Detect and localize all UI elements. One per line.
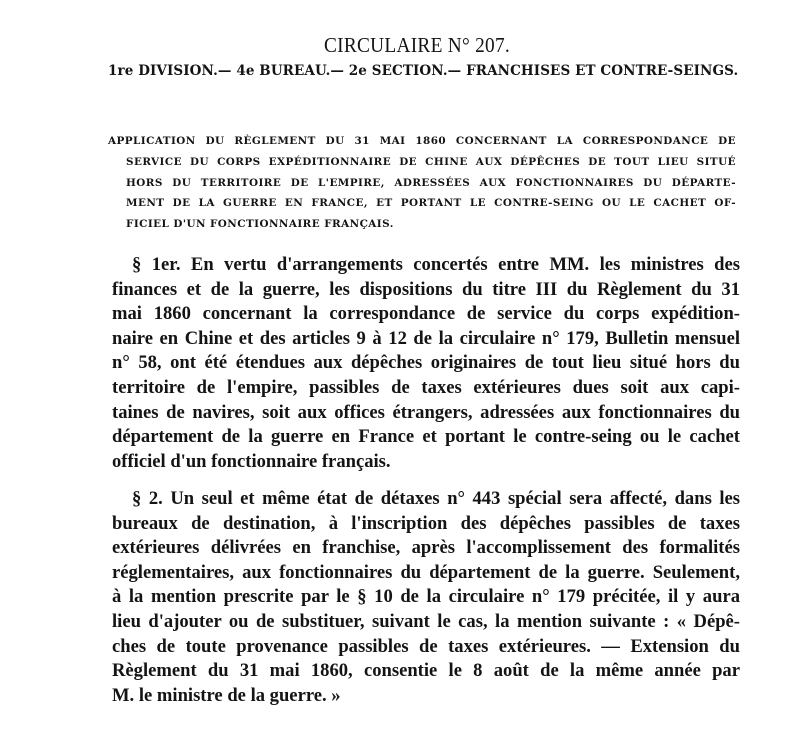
paragraph-line: § 1er. En vertu d'arrangements concertés entre MM. les ministres des <box>132 254 740 275</box>
circular-subtitle <box>108 63 739 79</box>
paragraph-line: taines de navires, soit aux offices étrangers, adressées aux fonctionnaires du <box>112 401 740 423</box>
section-label: — 2e SECTION. <box>330 63 448 79</box>
paragraph-line: lieu d'ajouter ou de substituer, suivant le cas, la mention suivante : « Dépê- <box>112 610 740 632</box>
paragraph-1 <box>112 253 740 474</box>
summary-block <box>108 131 736 235</box>
paragraph-line: département de la guerre en France et portant le contre-seing ou le cachet <box>112 426 740 448</box>
summary-line: MENT DE LA GUERRE EN FRANCE, ET PORTANT LE CONTRE-SEING OU LE CACHET OF- <box>126 197 736 210</box>
subject-label: — FRANCHISES ET CONTRE-SEINGS. <box>447 63 739 79</box>
division-label: 1re DIVISION. <box>108 63 218 79</box>
summary-line: FICIEL D'UN FONCTIONNAIRE FRANÇAIS. <box>126 218 394 231</box>
summary-line: HORS DU TERRITOIRE DE L'EMPIRE, ADRESSÉES AUX FONCTIONNAIRES DU DÉPARTE- <box>126 176 736 189</box>
summary-line: APPLICATION DU RÈGLEMENT DU 31 MAI 1860 CONCERNANT LA CORRESPONDANCE DE <box>108 135 736 147</box>
paragraph-2 <box>112 487 740 708</box>
paragraph-line: mai 1860 concernant la correspondance de service du corps expédition- <box>112 303 740 325</box>
paragraph-line: à la mention prescrite par le § 10 de la circulaire n° 179 précitée, il y aura <box>112 586 740 608</box>
paragraph-line: n° 58, ont été étendues aux dépêches originaires de tout lieu situé hors du <box>112 352 740 374</box>
paragraph-line: finances et de la guerre, les dispositions du titre III du Règlement du 31 <box>112 278 740 300</box>
paragraph-line: Règlement du 31 mai 1860, consentie le 8 août de la même année par <box>112 660 740 682</box>
paragraph-line: ches de toute provenance passibles de taxes extérieures. — Extension du <box>112 635 740 657</box>
paragraph-line: § 2. Un seul et même état de détaxes n° 443 spécial sera affecté, dans les <box>132 488 740 509</box>
circular-title: CIRCULAIRE N° 207. <box>323 33 511 57</box>
paragraph-line: M. le ministre de la guerre. » <box>112 684 341 706</box>
paragraph-line: officiel d'un fonctionnaire français. <box>112 450 391 472</box>
paragraph-line: bureaux de destination, à l'inscription des dépêches passibles de taxes <box>112 512 740 534</box>
summary-line: SERVICE DU CORPS EXPÉDITIONNAIRE DE CHINE AUX DÉPÊCHES DE TOUT LIEU SITUÉ <box>126 155 736 168</box>
paragraph-line: territoire de l'empire, passibles de taxes extérieures dues soit aux capi- <box>112 376 740 398</box>
paragraph-line: réglementaires, aux fonctionnaires du département de la guerre. Seulement, <box>112 561 740 583</box>
paragraph-line: naire en Chine et des articles 9 à 12 de la circulaire n° 179, Bulletin mensuel <box>112 327 740 349</box>
bureau-label: — 4e BUREAU. <box>217 63 331 79</box>
paragraph-line: extérieures délivrées en franchise, après l'accomplissement des formalités <box>112 537 740 559</box>
